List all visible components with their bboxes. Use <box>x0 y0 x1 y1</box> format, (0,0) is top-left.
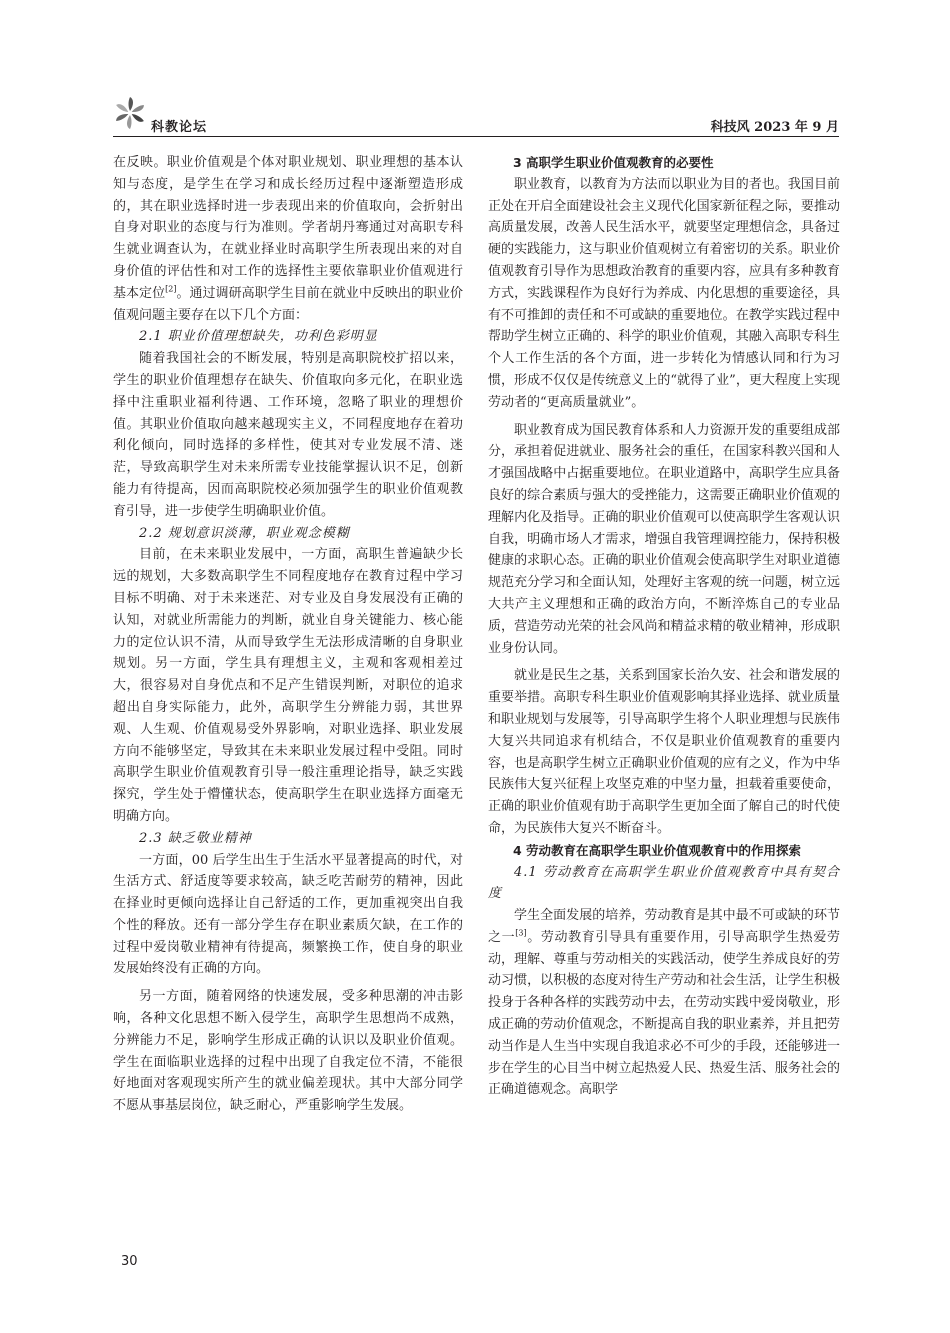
paragraph: 一方面，00 后学生出生于生活水平显著提高的时代，对生活方式、舒适度等要求较高，缺乏吃苦耐劳的精神，因此在择业时更倾向选择让自己舒适的工作，更加重视突出自我个性的释放。还有一部分学生存在职业素质欠缺，在工作的过程中爱岗敬业精神有待提高，频繁换工作，使自身的职业发展始终没有正确的方向。 <box>113 852 463 977</box>
paragraph: 在反映。职业价值观是个体对职业规划、职业理想的基本认知与态度，是学生在学习和成长经历过程中逐渐塑造形成的，其在职业选择时进一步表现出来的价值取向，会折射出自身对职业的态度与行为准则。学者胡丹骞通过对高职专科生就业调查认为，在就业择业时高职学生所表现出来的对自身价值的评估性和对工作的选择性主要依靠职业价值观进行基本定位[2]。通过调研高职学生目前在就业中反映出的职业价值观问题主要存在以下几个方面： <box>113 155 463 323</box>
subsection-heading-2-1: 2.1 职业价值理想缺失，功利色彩明显 <box>139 329 378 345</box>
right-column <box>488 152 840 1101</box>
journal-logo-icon <box>113 96 147 130</box>
citation: [2] <box>165 284 177 294</box>
left-column <box>113 152 463 1117</box>
subsection-heading-2-3: 2.3 缺乏敬业精神 <box>139 830 252 846</box>
header-rule <box>113 136 839 137</box>
section-heading-3: 3 高职学生职业价值观教育的必要性 <box>513 155 714 170</box>
paragraph: 学生全面发展的培养，劳动教育是其中最不可或缺的环节之一[3]。劳动教育引导具有重要作用，引导高职学生热爱劳动，理解、尊重与劳动相关的实践活动，使学生养成良好的劳动习惯，以积极的态度对待生产劳动和社会生活，让学生积极投身于各种各样的实践劳动中去，在劳动实践中爱岗敬业，形成正确的劳动价值观念，不断提高自我的职业素养，并且把劳动当作是人生当中实现自我追求必不可少的手段，还能够进一步在学生的心目当中树立起热爱人民、热爱生活、服务社会的正确道德观念。高职学 <box>488 908 840 1098</box>
subsection-heading-4-1: 4.1 劳动教育在高职学生职业价值观教育中具有契合度 <box>488 864 840 902</box>
paragraph: 目前，在未来职业发展中，一方面，高职生普遍缺少长远的规划，大多数高职学生不同程度地存在教育过程中学习目标不明确、对于未来迷茫、对专业及自身发展没有正确的认知，对就业所需能力的判断，就业自身关键能力、核心能力的定位认识不清，从而导致学生无法形成清晰的自身职业规划。另一方面，学生具有理想主义，主观和客观相差过大，很容易对自身优点和不足产生错误判断，对职位的追求超出自身实际能力，此外，高职学生分辨能力弱，其世界观、人生观、价值观易受外界影响，对职业选择、职业发展方向不能够坚定，导致其在未来职业发展过程中受阻。同时高职学生职业价值观教育引导一般注重理论指导，缺乏实践探究，学生处于懵懂状态，使高职学生在职业选择方面毫无明确方向。 <box>113 547 463 824</box>
section-heading-4: 4 劳动教育在高职学生职业价值观教育中的作用探索 <box>513 842 802 858</box>
paragraph: 另一方面，随着网络的快速发展，受多种思潮的冲击影响，各种文化思想不断入侵学生，高职学生思想尚不成熟，分辨能力不足，影响学生形成正确的认识以及职业价值观。学生在面临职业选择的过程中出现了自我定位不清，不能很好地面对客观现实所产生的就业偏差现状。其中大部分同学不愿从事基层岗位，缺乏耐心，严重影响学生发展。 <box>113 989 463 1114</box>
subsection-heading-2-2: 2.2 规划意识淡薄，职业观念模糊 <box>139 525 350 541</box>
page-number: 30 <box>121 1254 138 1269</box>
paragraph: 就业是民生之基，关系到国家长治久安、社会和谐发展的重要举措。高职专科生职业价值观影响其择业选择、就业质量和职业规划与发展等，引导高职学生将个人职业理想与民族伟大复兴共同追求有机结合，不仅是职业价值观教育的重要内容，也是高职学生树立正确职业价值观的应有之义，作为中华民族伟大复兴征程上攻坚克难的中坚力量，担载着重要使命，正确的职业价值观有助于高职学生更加全面了解自己的时代使命，为民族伟大复兴不断奋斗。 <box>488 668 840 836</box>
page-header <box>113 96 839 138</box>
paragraph: 随着我国社会的不断发展，特别是高职院校扩招以来，学生的职业价值理想存在缺失、价值取向多元化，在职业选择中注重职业福利待遇、工作环境，忽略了职业的理想价值。其职业价值取向越来越现实主义，不同程度地存在着功利化倾向，同时选择的多样性，使其对专业发展不清、迷茫，导致高职学生对未来所需专业技能掌握认识不足，创新能力有待提高，因而高职院校必须加强学生的职业价值观教育引导，进一步使学生明确职业价值。 <box>113 351 463 519</box>
journal-issue: 科技风 2023 年 9 月 <box>710 120 839 135</box>
citation: [3] <box>515 928 527 938</box>
journal-section-title: 科教论坛 <box>151 120 208 135</box>
paragraph: 职业教育成为国民教育体系和人力资源开发的重要组成部分，承担着促进就业、服务社会的重任，在国家科教兴国和人才强国战略中占据重要地位。在职业道路中，高职学生应具备良好的综合素质与强大的受挫能力，这需要正确职业价值观的理解内化及指导。正确的职业价值观可以使高职学生客观认识自我，明确市场人才需求，增强自我管理调控能力，保持积极健康的求职心态。正确的职业价值观会使高职学生对职业道德规范充分学习和全面认知，处理好主客观的统一问题，树立远大共产主义理想和正确的政治方向，不断淬炼自己的专业品质，营造劳动光荣的社会风尚和精益求精的敬业精神，形成职业身份认同。 <box>488 422 840 656</box>
paragraph: 职业教育，以教育为方法而以职业为目的者也。我国目前正处在开启全面建设社会主义现代化国家新征程之际，要推动高质量发展，改善人民生活水平，就要坚定理想信念，具备过硬的实践能力，这与职业价值观树立有着密切的关系。职业价值观教育引导作为思想政治教育的重要内容，应具有多种教育方式，实践课程作为良好行为养成、内化思想的重要途径，具有不可推卸的责任和不可或缺的重要地位。在教学实践过程中帮助学生树立正确的、科学的职业价值观，其融入高职专科生个人工作生活的各个方面，进一步转化为情感认同和行为习惯，形成不仅仅是传统意义上的“就得了业”，更大程度上实现劳动者的“更高质量就业”。 <box>488 176 840 410</box>
